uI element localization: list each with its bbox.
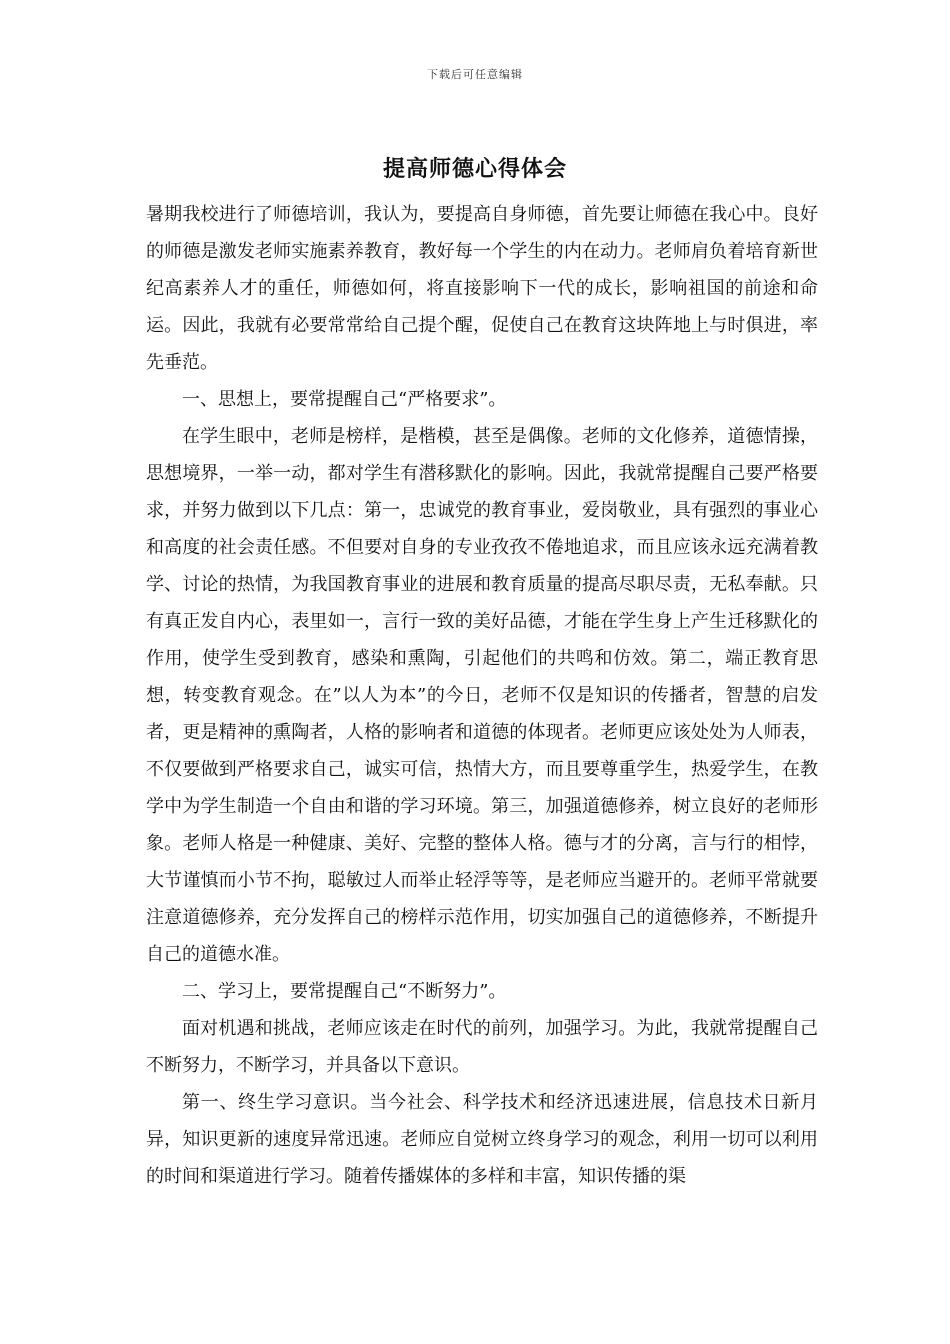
section-heading-2: 二、学习上，要常提醒自己“不断努力”。 — [182, 981, 507, 1002]
paragraph-section-2: 面对机遇和挑战，老师应该走在时代的前列，加强学习。为此，我就常提醒自己不断努力，不断学习，并具备以下意识。 — [146, 1018, 818, 1076]
section-heading-1: 一、思想上，要常提醒自己“严格要求”。 — [182, 389, 507, 410]
paragraph-lifelong-learning: 第一、终生学习意识。当今社会、科学技术和经济迅速进展，信息技术日新月异，知识更新的速度异常迅速。老师应自觉树立终身学习的观念，利用一切可以利用的时间和渠道进行学习。随着传播媒体的多样和丰富，知识传播的渠 — [146, 1092, 818, 1187]
header-note: 下载后可任意编辑 — [427, 68, 523, 81]
document-body — [146, 196, 818, 1195]
paragraph-intro: 暑期我校进行了师德培训，我认为，要提高自身师德，首先要让师德在我心中。良好的师德是激发老师实施素养教育，教好每一个学生的内在动力。老师肩负着培育新世纪高素养人才的重任，师德如何，将直接影响下一代的成长，影响祖国的前途和命运。因此，我就有必要常常给自己提个醒，促使自己在教育这块阵地上与时俱进，率先垂范。 — [146, 204, 818, 373]
document-title: 提高师德心得体会 — [382, 156, 567, 182]
paragraph-section-1: 在学生眼中，老师是榜样，是楷模，甚至是偶像。老师的文化修养，道德情操，思想境界，一举一动，都对学生有潜移默化的影响。因此，我就常提醒自己要严格要求，并努力做到以下几点：第一，忠诚党的教育事业，爱岗敬业，具有强烈的事业心和高度的社会责任感。不但要对自身的专业孜孜不倦地追求，而且应该永远充满着教学、讨论的热情，为我国教育事业的进展和教育质量的提高尽职尽责，无私奉献。只有真正发自内心，表里如一，言行一致的美好品德，才能在学生身上产生迁移默化的作用，使学生受到教育，感染和熏陶，引起他们的共鸣和仿效。第二，端正教育思想，转变教育观念。在”以人为本”的今日，老师不仅是知识的传播者，智慧的启发者，更是精神的熏陶者，人格的影响者和道德的体现者。老师更应该处处为人师表，不仅要做到严格要求自己，诚实可信，热情大方，而且要尊重学生，热爱学生，在教学中为学生制造一个自由和谐的学习环境。第三，加强道德修养，树立良好的老师形象。老师人格是一种健康、美好、完整的整体人格。德与才的分离，言与行的相悖，大节谨慎而小节不拘，聪敏过人而举止轻浮等等，是老师应当避开的。老师平常就要注意道德修养，充分发挥自己的榜样示范作用，切实加强自己的道德修养，不断提升自己的道德水准。 — [146, 426, 818, 965]
